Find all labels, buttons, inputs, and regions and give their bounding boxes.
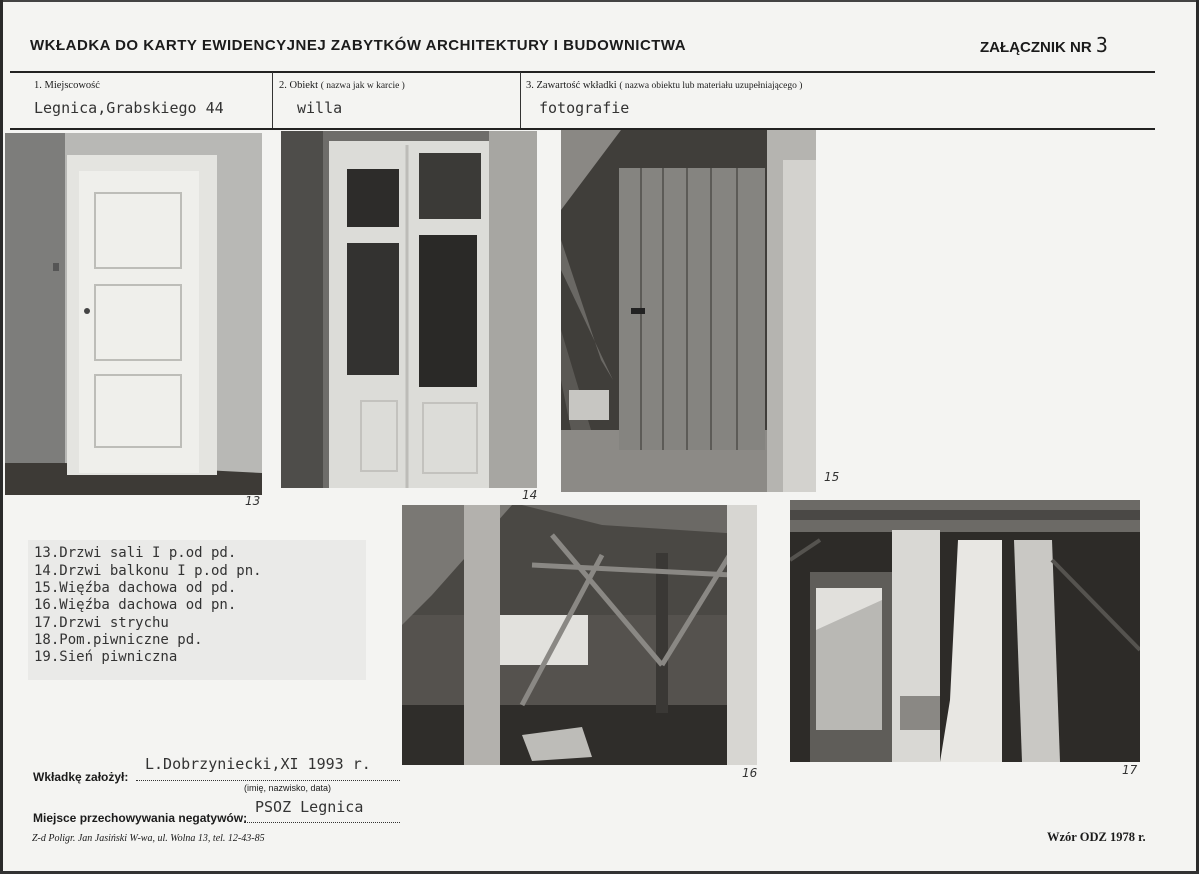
photo-15-number: 15 (824, 470, 840, 484)
photo-13 (5, 133, 262, 495)
caption-19: 19.Sień piwniczna (34, 649, 178, 665)
caption-14: 14.Drzwi balkonu I p.od pn. (34, 563, 262, 579)
sheet-edge-top (0, 0, 1199, 2)
locality-label: 1. Miejscowość (34, 80, 100, 91)
negatives-label: Miejsce przechowywania negatywów: (33, 811, 248, 825)
field-divider-1 (272, 72, 273, 128)
content-label (526, 80, 802, 91)
negatives-value: PSOZ Legnica (255, 798, 364, 816)
photo-17-number: 17 (1122, 763, 1138, 777)
object-value: willa (297, 99, 343, 117)
document-title: WKŁADKA DO KARTY EWIDENCYJNEJ ZABYTKÓW ARCHITEKTURY I BUDOWNICTWA (30, 37, 687, 54)
caption-17: 17.Drzwi strychu (34, 615, 169, 631)
object-label-note: ( nazwa jak w karcie ) (320, 81, 405, 91)
content-label-note: ( nazwa obiektu lub materiału uzupełniającego ) (619, 81, 803, 91)
caption-15: 15.Więźba dachowa od pd. (34, 580, 237, 596)
annex-label (980, 33, 1108, 57)
founded-note: (imię, nazwisko, data) (244, 783, 332, 793)
locality-value: Legnica,Grabskiego 44 (34, 99, 224, 117)
caption-18: 18.Pom.piwniczne pd. (34, 632, 203, 648)
photo-15 (561, 130, 816, 492)
negatives-dotline (244, 822, 400, 823)
photo-14 (281, 131, 537, 488)
photo-16 (402, 505, 757, 765)
object-label-text: 2. Obiekt (279, 80, 319, 91)
caption-16: 16.Więźba dachowa od pn. (34, 597, 237, 613)
header-rule-top (10, 71, 1155, 73)
field-divider-2 (520, 72, 521, 128)
content-value: fotografie (539, 99, 630, 117)
object-label (279, 80, 405, 91)
caption-13: 13.Drzwi sali I p.od pd. (34, 545, 237, 561)
content-label-text: 3. Zawartość wkładki (526, 80, 617, 91)
form-pattern: Wzór ODZ 1978 r. (1047, 830, 1146, 844)
founded-label: Wkładkę założył: (33, 770, 129, 784)
annex-number: 3 (1095, 33, 1108, 57)
photo-17 (790, 500, 1140, 762)
sheet-edge-left (0, 0, 3, 874)
founded-value: L.Dobrzyniecki,XI 1993 r. (145, 755, 371, 773)
founded-dotline (136, 780, 400, 781)
photo-13-number: 13 (245, 494, 261, 508)
photo-14-number: 14 (522, 488, 538, 502)
printer-imprint: Z-d Poligr. Jan Jasiński W-wa, ul. Wolna 13, tel. 12-43-85 (32, 833, 265, 844)
photo-16-number: 16 (742, 766, 758, 780)
annex-label-text: ZAŁĄCZNIK NR (980, 39, 1092, 56)
